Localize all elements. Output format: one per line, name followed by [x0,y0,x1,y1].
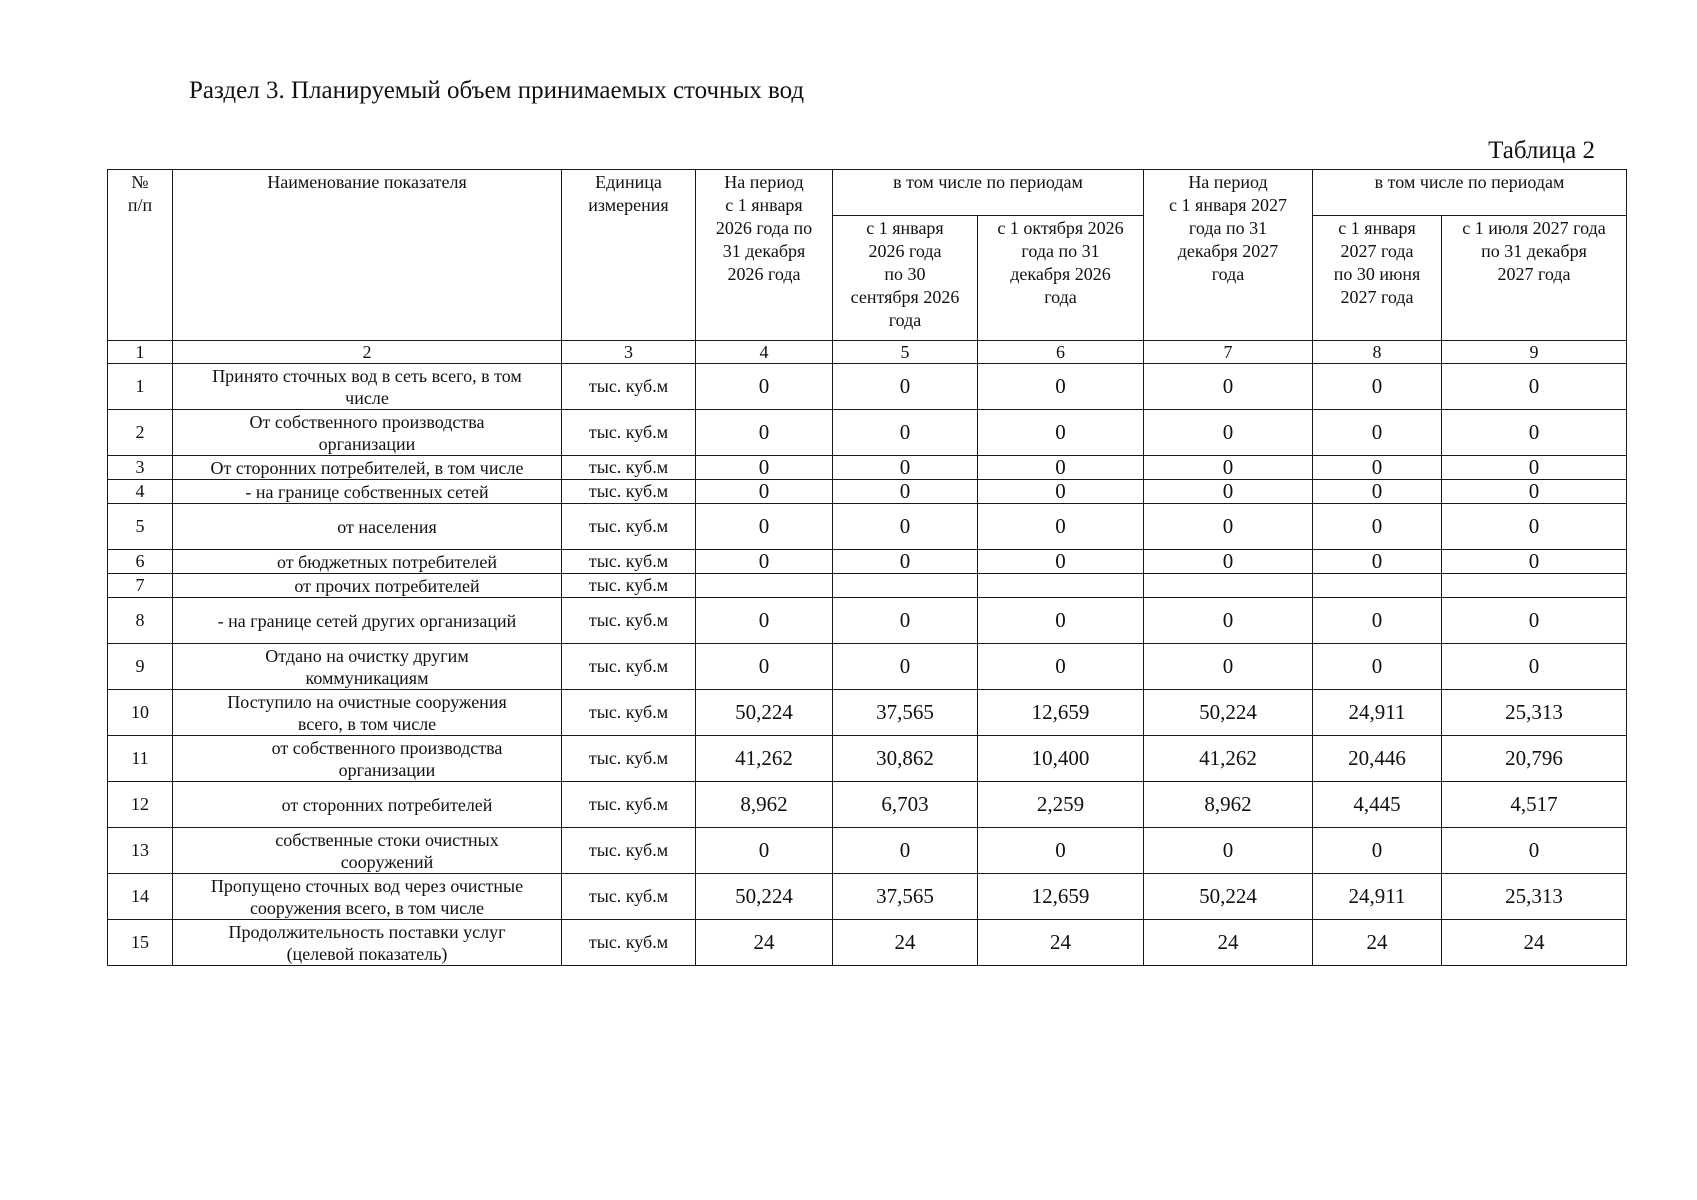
unit-cell: тыс. куб.м [562,480,696,504]
table-row [108,920,1627,966]
row-number: 10 [108,690,173,736]
value-cell: 0 [833,550,978,574]
section-title: Раздел 3. Планируемый объем принимаемых сточных вод [189,77,805,104]
indicator-name: - на границе собственных сетей [173,480,562,504]
row-number: 4 [108,480,173,504]
value-cell: 37,565 [833,690,978,736]
value-cell [696,574,833,598]
header-unit: Единица измерения [562,170,696,341]
value-cell: 41,262 [696,736,833,782]
value-cell: 0 [978,644,1144,690]
header-period-2027-h1: с 1 января 2027 года по 30 июня 2027 года [1313,216,1442,341]
row-number: 2 [108,410,173,456]
value-cell: 0 [1144,410,1313,456]
value-cell: 30,862 [833,736,978,782]
unit-cell: тыс. куб.м [562,504,696,550]
unit-cell: тыс. куб.м [562,410,696,456]
column-number-row [108,341,1627,364]
value-cell: 50,224 [696,690,833,736]
value-cell: 12,659 [978,690,1144,736]
value-cell: 24 [1313,920,1442,966]
row-number: 6 [108,550,173,574]
column-number: 2 [173,341,562,364]
header-period-2027: На период с 1 января 2027 года по 31 декабря 2027 года [1144,170,1313,341]
value-cell: 0 [978,550,1144,574]
value-cell: 0 [833,504,978,550]
value-cell: 0 [978,456,1144,480]
value-cell: 0 [1442,410,1627,456]
indicator-name: От собственного производства организации [173,410,562,456]
table-row [108,456,1627,480]
table-row [108,874,1627,920]
table-row [108,410,1627,456]
value-cell: 0 [1144,550,1313,574]
unit-cell: тыс. куб.м [562,920,696,966]
value-cell: 12,659 [978,874,1144,920]
value-cell: 0 [696,456,833,480]
value-cell: 24 [978,920,1144,966]
value-cell: 0 [833,410,978,456]
header-period-2027-h2: с 1 июля 2027 года по 31 декабря 2027 года [1442,216,1627,341]
value-cell: 0 [978,480,1144,504]
column-number: 1 [108,341,173,364]
table-row [108,644,1627,690]
value-cell: 0 [1144,644,1313,690]
value-cell: 0 [1442,550,1627,574]
unit-cell: тыс. куб.м [562,550,696,574]
value-cell: 0 [833,480,978,504]
row-number: 9 [108,644,173,690]
header-period-2026-h2: с 1 октября 2026 года по 31 декабря 2026 года [978,216,1144,341]
value-cell: 0 [1313,410,1442,456]
column-number: 3 [562,341,696,364]
value-cell: 0 [696,598,833,644]
value-cell: 24 [696,920,833,966]
value-cell: 0 [696,480,833,504]
value-cell: 0 [1442,504,1627,550]
indicator-name: Принято сточных вод в сеть всего, в том числе [173,364,562,410]
value-cell: 0 [696,410,833,456]
value-cell: 0 [833,364,978,410]
value-cell: 0 [1144,504,1313,550]
value-cell: 24,911 [1313,690,1442,736]
value-cell: 37,565 [833,874,978,920]
value-cell: 50,224 [1144,874,1313,920]
column-number: 9 [1442,341,1627,364]
value-cell: 0 [1442,644,1627,690]
value-cell: 2,259 [978,782,1144,828]
value-cell: 0 [1442,480,1627,504]
value-cell: 41,262 [1144,736,1313,782]
column-number: 6 [978,341,1144,364]
value-cell: 4,517 [1442,782,1627,828]
value-cell: 20,796 [1442,736,1627,782]
value-cell: 0 [833,456,978,480]
indicator-name: от сторонних потребителей [173,782,562,828]
value-cell: 10,400 [978,736,1144,782]
indicator-name: от населения [173,504,562,550]
column-number: 7 [1144,341,1313,364]
value-cell: 0 [696,828,833,874]
value-cell: 6,703 [833,782,978,828]
value-cell: 0 [978,364,1144,410]
value-cell: 50,224 [1144,690,1313,736]
indicator-name: Отдано на очистку другим коммуникациям [173,644,562,690]
value-cell: 0 [833,644,978,690]
unit-cell: тыс. куб.м [562,574,696,598]
value-cell: 4,445 [1313,782,1442,828]
value-cell [978,574,1144,598]
indicator-name: от собственного производства организации [173,736,562,782]
unit-cell: тыс. куб.м [562,828,696,874]
row-number: 13 [108,828,173,874]
value-cell: 0 [696,644,833,690]
table-row [108,480,1627,504]
value-cell: 0 [833,828,978,874]
table-row [108,574,1627,598]
header-period-2026: На период с 1 января 2026 года по 31 декабря 2026 года [696,170,833,341]
value-cell: 0 [1313,504,1442,550]
indicator-name: Поступило на очистные сооружения всего, в том числе [173,690,562,736]
table-row [108,690,1627,736]
indicator-name: от прочих потребителей [173,574,562,598]
value-cell: 0 [1442,598,1627,644]
value-cell: 0 [1313,480,1442,504]
indicators-table [107,169,1627,966]
value-cell: 25,313 [1442,874,1627,920]
value-cell: 0 [1442,828,1627,874]
value-cell: 24 [1144,920,1313,966]
value-cell: 0 [1313,644,1442,690]
unit-cell: тыс. куб.м [562,456,696,480]
table-row [108,364,1627,410]
table-row [108,598,1627,644]
value-cell: 0 [1442,364,1627,410]
value-cell [1313,574,1442,598]
value-cell: 24 [833,920,978,966]
value-cell: 8,962 [696,782,833,828]
value-cell: 0 [1144,480,1313,504]
value-cell: 0 [1313,550,1442,574]
value-cell: 50,224 [696,874,833,920]
row-number: 3 [108,456,173,480]
table-row [108,736,1627,782]
value-cell: 25,313 [1442,690,1627,736]
row-number: 11 [108,736,173,782]
value-cell: 0 [696,550,833,574]
value-cell: 0 [1313,364,1442,410]
unit-cell: тыс. куб.м [562,736,696,782]
value-cell: 0 [1313,828,1442,874]
value-cell: 0 [696,364,833,410]
value-cell: 0 [978,410,1144,456]
unit-cell: тыс. куб.м [562,690,696,736]
header-breakdown-2026: в том числе по периодам [833,170,1144,216]
value-cell: 0 [833,598,978,644]
header-period-2026-h1: с 1 января 2026 года по 30 сентября 2026 года [833,216,978,341]
value-cell: 20,446 [1313,736,1442,782]
unit-cell: тыс. куб.м [562,644,696,690]
value-cell: 24,911 [1313,874,1442,920]
unit-cell: тыс. куб.м [562,364,696,410]
row-number: 1 [108,364,173,410]
value-cell: 0 [978,828,1144,874]
value-cell: 0 [978,598,1144,644]
indicator-name: От сторонних потребителей, в том числе [173,456,562,480]
value-cell: 0 [1313,456,1442,480]
unit-cell: тыс. куб.м [562,782,696,828]
value-cell: 0 [1442,456,1627,480]
header-num: № п/п [108,170,173,341]
value-cell: 0 [1144,598,1313,644]
value-cell [833,574,978,598]
indicator-name: собственные стоки очистных сооружений [173,828,562,874]
unit-cell: тыс. куб.м [562,874,696,920]
column-number: 8 [1313,341,1442,364]
unit-cell: тыс. куб.м [562,598,696,644]
value-cell: 0 [1144,828,1313,874]
table-label: Таблица 2 [1488,137,1595,164]
table-row [108,828,1627,874]
indicator-name: Продолжительность поставки услуг (целевой показатель) [173,920,562,966]
row-number: 14 [108,874,173,920]
column-number: 4 [696,341,833,364]
value-cell: 0 [1144,364,1313,410]
column-number: 5 [833,341,978,364]
row-number: 12 [108,782,173,828]
row-number: 7 [108,574,173,598]
table-row [108,782,1627,828]
indicator-name: - на границе сетей других организаций [173,598,562,644]
header-name: Наименование показателя [173,170,562,341]
row-number: 5 [108,504,173,550]
value-cell: 0 [1313,598,1442,644]
row-number: 15 [108,920,173,966]
value-cell: 0 [978,504,1144,550]
table-row [108,550,1627,574]
row-number: 8 [108,598,173,644]
value-cell: 8,962 [1144,782,1313,828]
indicator-name: от бюджетных потребителей [173,550,562,574]
value-cell: 24 [1442,920,1627,966]
table-body [108,364,1627,966]
value-cell [1442,574,1627,598]
value-cell: 0 [696,504,833,550]
header-breakdown-2027: в том числе по периодам [1313,170,1627,216]
value-cell [1144,574,1313,598]
table-row [108,504,1627,550]
value-cell: 0 [1144,456,1313,480]
indicator-name: Пропущено сточных вод через очистные сооружения всего, в том числе [173,874,562,920]
